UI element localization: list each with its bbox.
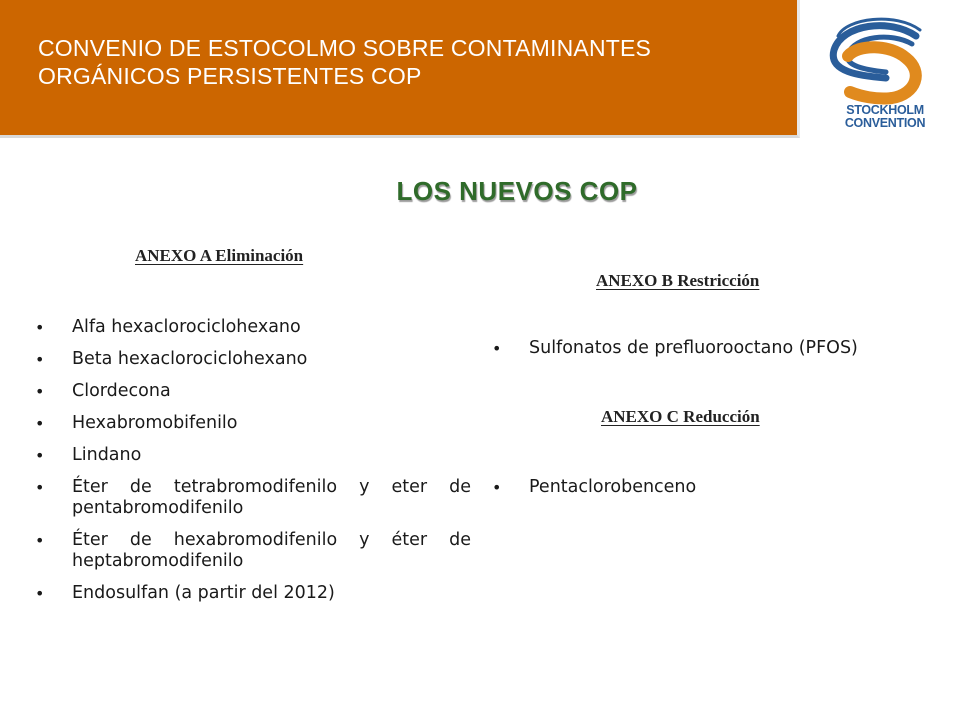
annex-b-heading: ANEXO B Restricción	[596, 271, 760, 290]
header-title-box	[0, 0, 800, 138]
list-item: • Beta hexaclorociclohexano	[35, 349, 471, 370]
list-item: • Lindano	[35, 445, 471, 466]
logo-text	[830, 104, 940, 130]
list-item: • Alfa hexaclorociclohexano	[35, 317, 471, 338]
list-item: • Endosulfan (a partir del 2012)	[35, 583, 471, 604]
list-item: • Éter de hexabromodifenilo y éter de heptabromodifenilo	[35, 530, 471, 572]
list-item: • Hexabromobifenilo	[35, 413, 471, 434]
header-band	[0, 0, 960, 142]
annex-c-list	[492, 477, 932, 498]
logo-text-line1: STOCKHOLM	[846, 103, 924, 117]
list-item: • Sulfonatos de prefluorooctano (PFOS)	[492, 338, 932, 359]
annex-a-list	[35, 317, 471, 615]
header-title-line2: ORGÁNICOS PERSISTENTES COP	[38, 63, 422, 89]
slide-title: LOS NUEVOS COP	[396, 176, 638, 206]
list-item: • Éter de tetrabromodifenilo y eter de pentabromodifenilo	[35, 477, 471, 519]
list-item: • Clordecona	[35, 381, 471, 402]
annex-a-heading: ANEXO A Eliminación	[135, 246, 304, 265]
list-item: • Pentaclorobenceno	[492, 477, 932, 498]
annex-b-list	[492, 338, 932, 359]
header-title-line1: CONVENIO DE ESTOCOLMO SOBRE CONTAMINANTES	[38, 35, 652, 61]
annex-c-heading: ANEXO C Reducción	[601, 407, 760, 426]
header-title	[38, 34, 778, 90]
logo-text-line2: CONVENTION	[844, 116, 926, 130]
